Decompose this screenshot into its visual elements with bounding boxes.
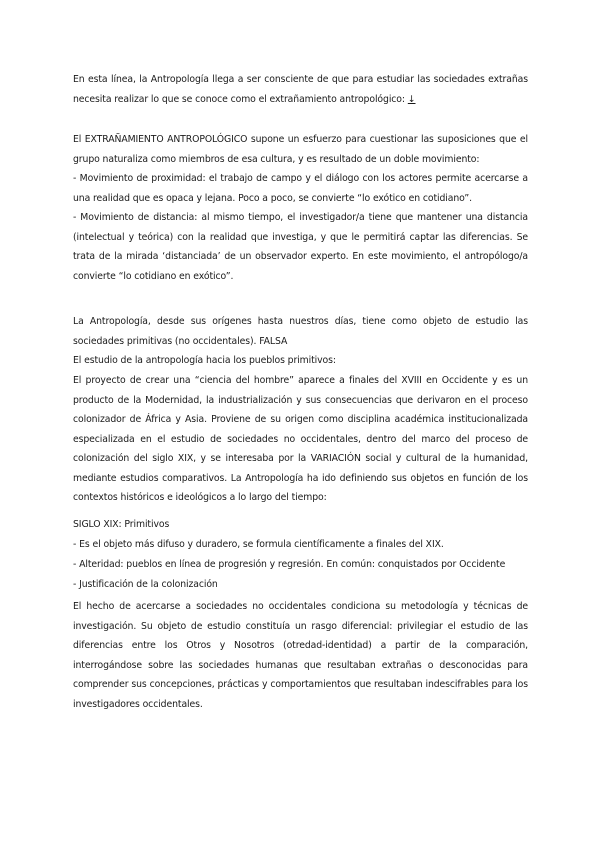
paragraph-falsa-statement: La Antropología, desde sus orígenes hasta nuestros días, tiene como objeto de estudio las sociedades primitivas (no occidentales). FALSA bbox=[73, 316, 528, 347]
paragraph-extranamiento-definition: El EXTRAÑAMIENTO ANTROPOLÓGICO supone un esfuerzo para cuestionar las suposiciones que el grupo naturaliza como miembros de esa cultura, y es resultado de un doble movimiento: bbox=[73, 134, 528, 165]
paragraph-proximidad: - Movimiento de proximidad: el trabajo de campo y el diálogo con los actores permite acercarse a una realidad que es opaca y lejana. Poco a poco, se convierte “lo exótico en cotidiano”. bbox=[73, 173, 528, 204]
list-item-alteridad: - Alteridad: pueblos en línea de progresión y regresión. En común: conquistados por Occidente bbox=[73, 559, 506, 570]
paragraph-extranamiento-intro: En esta línea, la Antropología llega a ser consciente de que para estudiar las sociedades extrañas necesita realizar lo que se conoce como el extrañamiento antropológico: ↓ bbox=[73, 70, 528, 109]
paragraph-siglo-xix: SIGLO XIX: Primitivos bbox=[73, 519, 170, 530]
down-arrow-icon: ↓ bbox=[407, 93, 416, 105]
paragraph-ciencia-del-hombre: El proyecto de crear una “ciencia del hombre” aparece a finales del XVIII en Occidente y es un producto de la Modernidad, la industrialización y sus consecuencias que derivaron en el proceso colonizador de África y Asia. Proviene de su origen como disciplina académica institucionalizada especializada en el estudio de sociedades no occidentales, dentro del marco del proceso de colonización del siglo XIX, y se interesaba por la VARIACIÓN social y cultural de la humanidad, mediante estudios comparativos. La Antropología ha ido definiendo sus objetos en función de los contextos históricos e ideológicos a lo largo del tiempo: bbox=[73, 375, 528, 503]
list-item-objeto-difuso: - Es el objeto más difuso y duradero, se formula científicamente a finales del XIX. bbox=[73, 539, 444, 550]
paragraph-pueblos-primitivos-heading: El estudio de la antropología hacia los pueblos primitivos: bbox=[73, 355, 336, 366]
list-item-colonizacion: - Justificación de la colonización bbox=[73, 579, 218, 590]
paragraph-distancia: - Movimiento de distancia: al mismo tiempo, el investigador/a tiene que mantener una distancia (intelectual y teórica) con la realidad que investiga, y que le permitirá captar las diferencias. Se trata de la mirada ‘distanciada’ de un observador experto. En este movimiento, el antropólogo/a convierte “lo cotidiano en exótico”. bbox=[73, 212, 528, 282]
paragraph-metodologia: El hecho de acercarse a sociedades no occidentales condiciona su metodología y técnicas de investigación. Su objeto de estudio constituía un rasgo diferencial: privilegiar el estudio de las diferencias entre los Otros y Nosotros (otredad-identidad) a partir de la comparación, interrogándose sobre las sociedades humanas que resultaban extrañas o desconocidas para comprender sus concepciones, prácticas y comportamientos que resultaban indescifrables para los investigadores occidentales. bbox=[73, 601, 528, 710]
